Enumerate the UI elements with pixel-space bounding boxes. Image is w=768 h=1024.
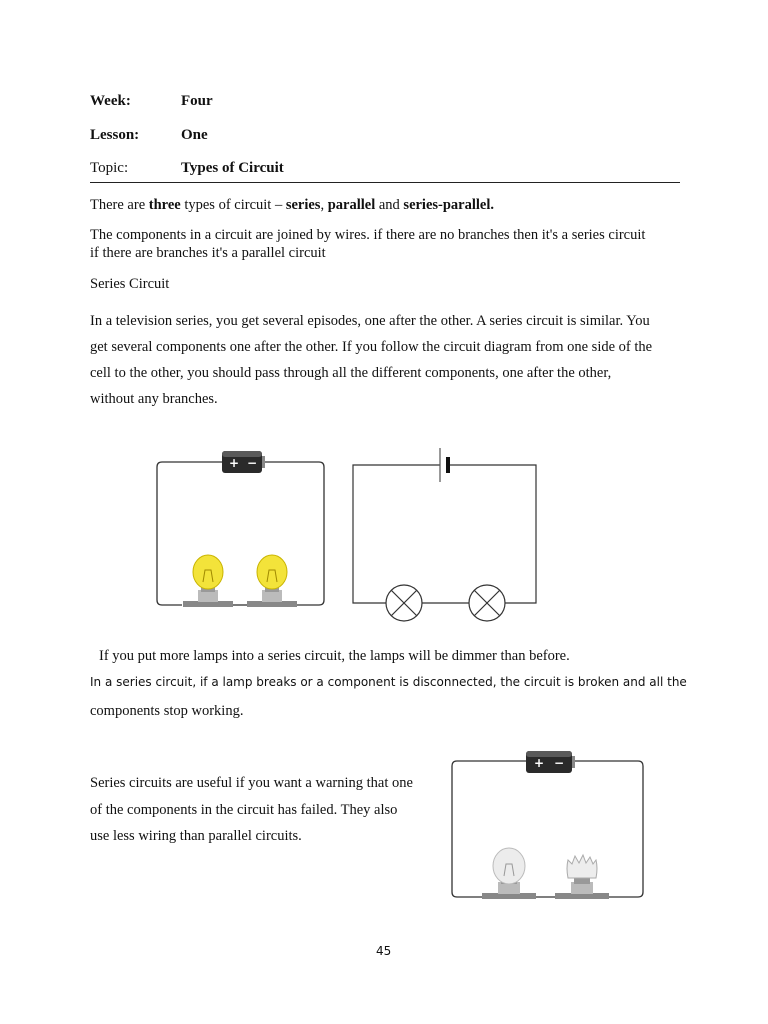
lesson-label: Lesson: bbox=[90, 127, 140, 143]
broken-line-2: components stop working. bbox=[90, 703, 244, 719]
week-value: Four bbox=[181, 93, 213, 109]
useful-line-2: of the components in the circuit has failed. They also bbox=[90, 802, 398, 818]
svg-text:−: − bbox=[247, 456, 258, 470]
useful-line-1: Series circuits are useful if you want a warning that one bbox=[90, 775, 413, 791]
intro-paragraph: There are three types of circuit – series, parallel and series-parallel. bbox=[90, 197, 495, 213]
lesson-value: One bbox=[181, 127, 208, 143]
series-heading: Series Circuit bbox=[90, 276, 170, 292]
broken-bulb-icon bbox=[555, 855, 609, 899]
topic-label: Topic: bbox=[90, 160, 129, 176]
week-label: Week: bbox=[90, 93, 131, 109]
broken-line-1: In a series circuit, if a lamp breaks or a component is disconnected, the circuit is broken and all the bbox=[90, 675, 687, 689]
svg-text:+: + bbox=[229, 456, 240, 470]
battery-icon bbox=[526, 751, 575, 773]
useful-line-3: use less wiring than parallel circuits. bbox=[90, 828, 302, 844]
svg-text:−: − bbox=[554, 756, 565, 770]
unlit-bulb-icon bbox=[482, 848, 536, 899]
dimmer-text: If you put more lamps into a series circuit, the lamps will be dimmer than before. bbox=[99, 648, 570, 664]
topic-value: Types of Circuit bbox=[181, 160, 284, 176]
series-para-3: cell to the other, you should pass through all the different components, one after the other, bbox=[90, 365, 612, 381]
svg-text:+: + bbox=[534, 756, 545, 770]
series-para-1: In a television series, you get several episodes, one after the other. A series circuit is similar. You bbox=[90, 313, 650, 329]
branches-line-1: The components in a circuit are joined by wires. if there are no branches then it's a series circuit bbox=[90, 227, 646, 243]
series-para-2: get several components one after the other. If you follow the circuit diagram from one side of the bbox=[90, 339, 653, 355]
page-number: 45 bbox=[376, 944, 392, 958]
branches-line-2: if there are branches it's a parallel circuit bbox=[90, 245, 326, 261]
series-para-4: without any branches. bbox=[90, 391, 218, 407]
